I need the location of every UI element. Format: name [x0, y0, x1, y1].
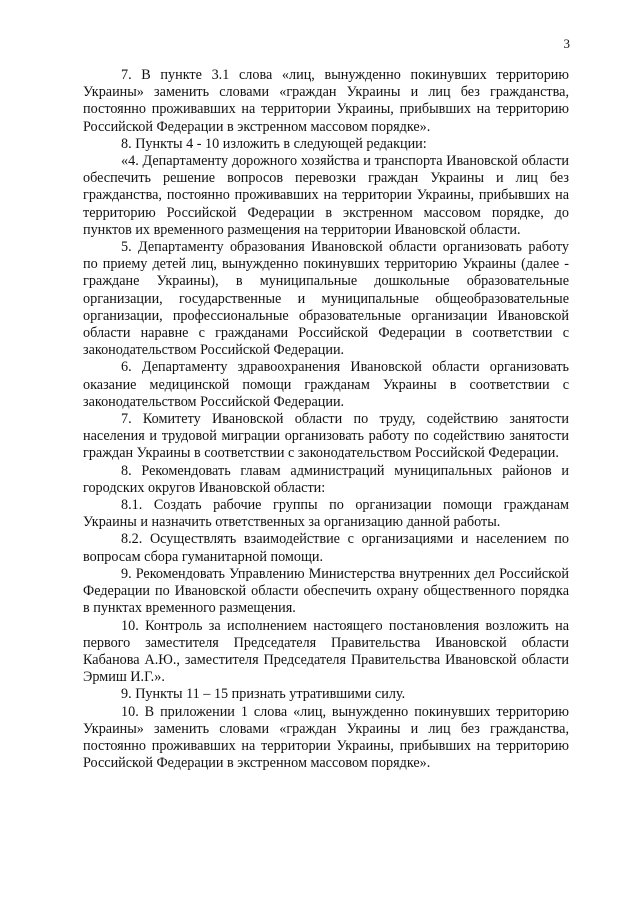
- paragraph-new-point-8-2: 8.2. Осуществлять взаимодействие с организациями и населением по вопросам сбора гуманитарной помощи.: [83, 531, 569, 565]
- paragraph-new-point-10: 10. Контроль за исполнением настоящего постановления возложить на первого заместителя Председателя Правительства Ивановской области Кабанова А.Ю., заместителя Председателя Правительства Ивановской области Эрмиш И.Г.».: [83, 617, 569, 686]
- page-number: 3: [563, 36, 570, 51]
- paragraph-new-point-5: 5. Департаменту образования Ивановской области организовать работу по приему детей лиц, вынужденно покинувших территорию Украины (далее - граждане Украины), в муниципальные дошкольные образовательные организации, государственные и муниципальные общеобразовательные организации, профессиональные образовательные организации Ивановской области наравне с гражданами Российской Федерации в соответствии с законодательством Российской Федерации.: [83, 239, 569, 359]
- paragraph-item-10: 10. В приложении 1 слова «лиц, вынужденно покинувших территорию Украины» заменить словами «граждан Украины и лиц без гражданства, постоянно проживавших на территории Украины, прибывших на территорию Российской Федерации в экстренном массовом порядке».: [83, 703, 569, 772]
- paragraph-item-8-points-4-10: 8. Пункты 4 - 10 изложить в следующей редакции:: [121, 135, 427, 152]
- document-body: [83, 67, 569, 772]
- paragraph-item-7-point-3-1: 7. В пункте 3.1 слова «лиц, вынужденно покинувших территорию Украины» заменить словами «граждан Украины и лиц без гражданства, постоянно проживавших на территории Украины, прибывших на территорию Российской Федерации в экстренном массовом порядке».: [83, 67, 569, 135]
- paragraph-new-point-9: 9. Рекомендовать Управлению Министерства внутренних дел Российской Федерации по Ивановской области обеспечить охрану общественного порядка в пунктах временного размещения.: [83, 565, 569, 617]
- paragraph-item-9: 9. Пункты 11 – 15 признать утратившими силу.: [121, 686, 406, 703]
- paragraph-new-point-7: 7. Комитету Ивановской области по труду, содействию занятости населения и трудовой миграции организовать работу по содействию занятости граждан Украины в соответствии с законодательством Российской Федерации.: [83, 411, 569, 462]
- paragraph-new-point-4: «4. Департаменту дорожного хозяйства и транспорта Ивановской области обеспечить решение вопросов перевозки граждан Украины и лиц без гражданства, постоянно проживавших на территории Украины, прибывших на территорию Российской Федерации в экстренном массовом порядке, до пунктов их временного размещения на территории Ивановской области.: [83, 153, 569, 238]
- paragraph-new-point-8-1: 8.1. Создать рабочие группы по организации помощи гражданам Украины и назначить ответственных за организацию данной работы.: [83, 497, 569, 531]
- paragraph-new-point-8: 8. Рекомендовать главам администраций муниципальных районов и городских округов Ивановской области:: [83, 462, 569, 496]
- paragraph-new-point-6: 6. Департаменту здравоохранения Ивановской области организовать оказание медицинской помощи гражданам Украины в соответствии с законодательством Российской Федерации.: [83, 359, 569, 410]
